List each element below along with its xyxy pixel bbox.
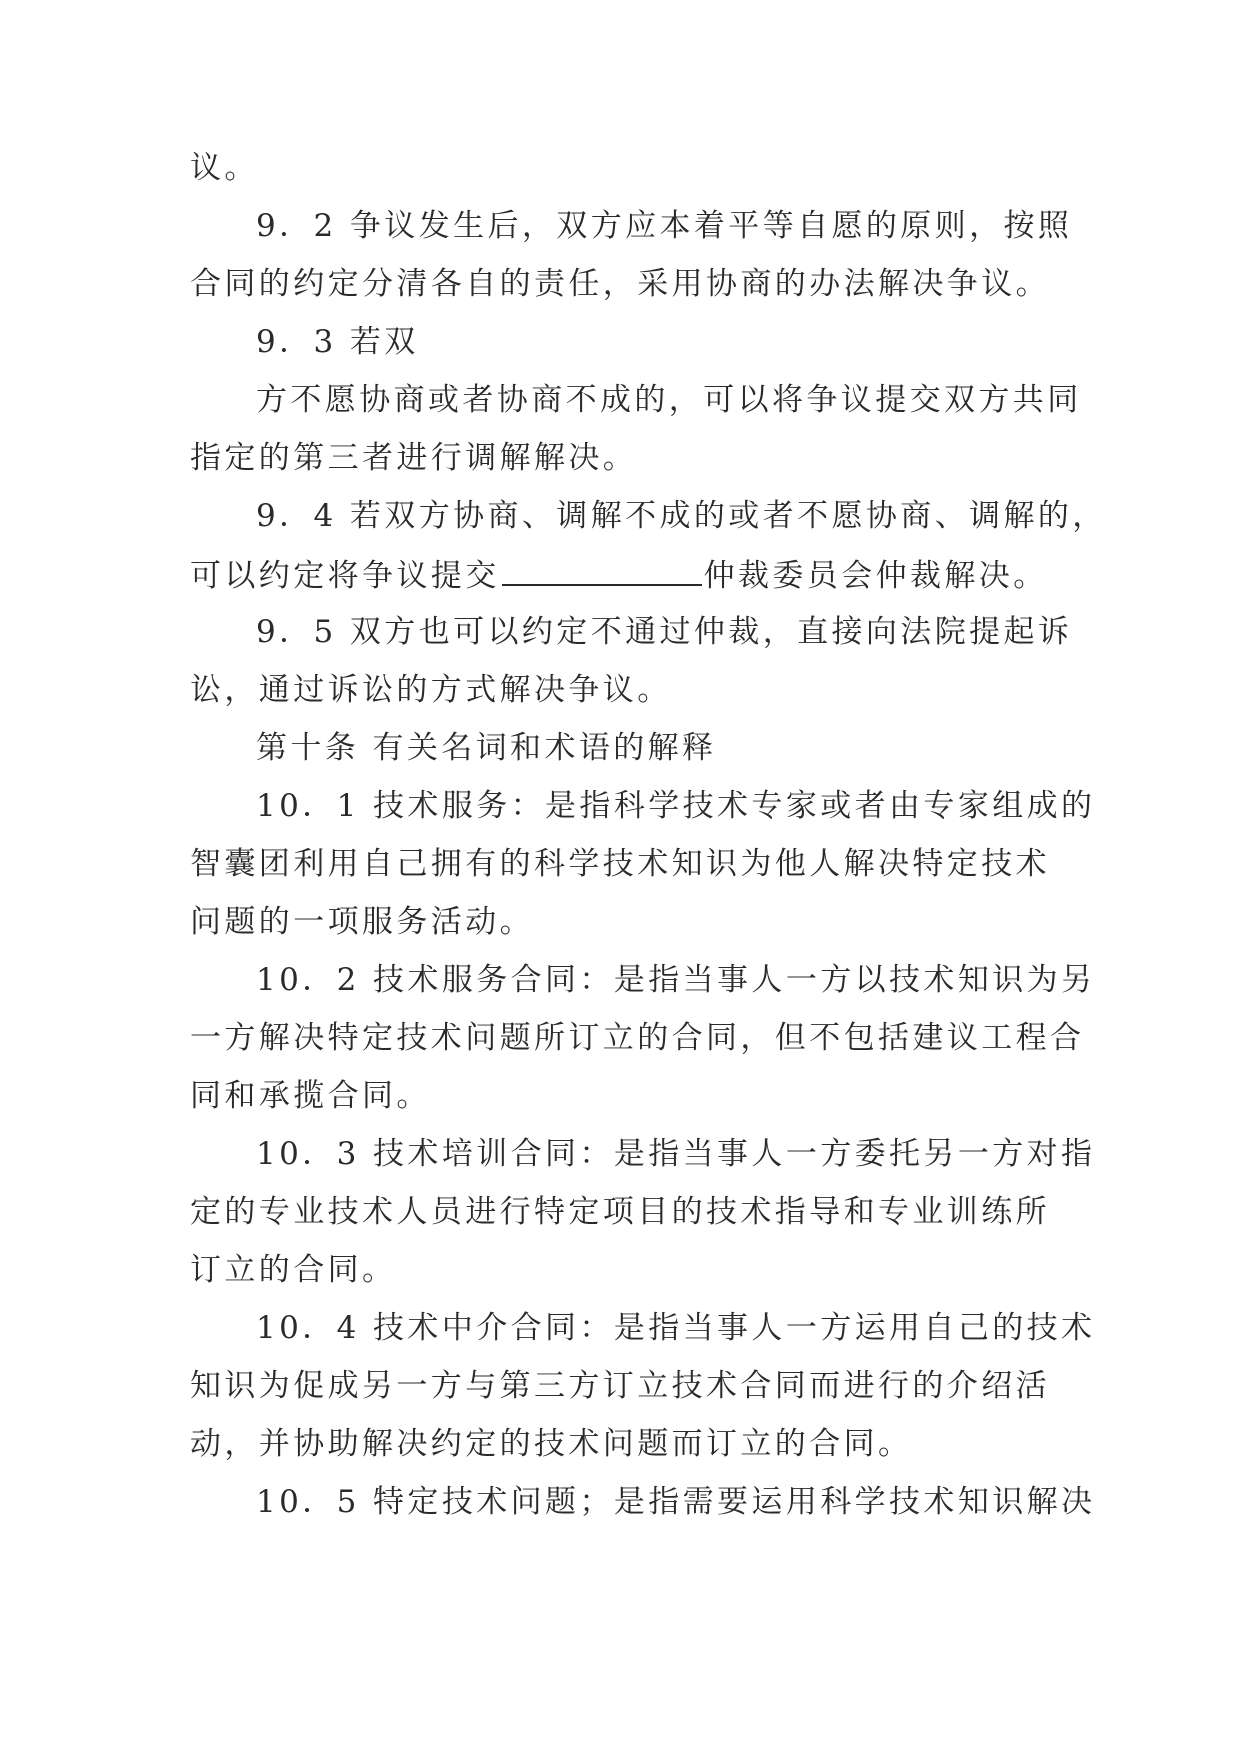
- clause-10-3: 10．3 技术培训合同：是指当事人一方委托另一方对指: [256, 1136, 1096, 1172]
- text-line: 订立的合同。: [190, 1252, 397, 1288]
- text-line: 议。: [190, 150, 259, 186]
- article-10-heading: 第十条 有关名词和术语的解释: [256, 730, 717, 766]
- text-segment: 可以约定将争议提交: [190, 558, 500, 594]
- text-line: 方不愿协商或者协商不成的，可以将争议提交双方共同: [256, 382, 1082, 418]
- clause-10-5: 10．5 特定技术问题；是指需要运用科学技术知识解决: [256, 1484, 1096, 1520]
- text-line: 指定的第三者进行调解解决。: [190, 440, 638, 476]
- text-line-with-blank: [190, 554, 1070, 596]
- text-line: 合同的约定分清各自的责任，采用协商的办法解决争议。: [190, 266, 1050, 302]
- clause-10-4: 10．4 技术中介合同：是指当事人一方运用自己的技术: [256, 1310, 1096, 1346]
- text-line: 定的专业技术人员进行特定项目的技术指导和专业训练所: [190, 1194, 1050, 1230]
- text-segment: 仲裁委员会仲裁解决。: [703, 558, 1048, 594]
- text-line: 动，并协助解决约定的技术问题而订立的合同。: [190, 1426, 913, 1462]
- fill-in-blank: [502, 554, 702, 586]
- text-line: 一方解决特定技术问题所订立的合同，但不包括建议工程合: [190, 1020, 1085, 1056]
- text-line: 智囊团利用自己拥有的科学技术知识为他人解决特定技术: [190, 846, 1050, 882]
- text-line: 知识为促成另一方与第三方订立技术合同而进行的介绍活: [190, 1368, 1050, 1404]
- clause-9-5: 9．5 双方也可以约定不通过仲裁，直接向法院提起诉: [256, 614, 1073, 650]
- clause-9-3: 9．3 若双: [256, 324, 419, 360]
- clause-10-1: 10．1 技术服务：是指科学技术专家或者由专家组成的: [256, 788, 1096, 824]
- clause-9-4: 9．4 若双方协商、调解不成的或者不愿协商、调解的，: [256, 498, 1107, 534]
- text-line: 同和承揽合同。: [190, 1078, 431, 1114]
- text-line: 问题的一项服务活动。: [190, 904, 534, 940]
- clause-10-2: 10．2 技术服务合同：是指当事人一方以技术知识为另: [256, 962, 1096, 998]
- clause-9-2: 9．2 争议发生后，双方应本着平等自愿的原则，按照: [256, 208, 1073, 244]
- text-line: 讼，通过诉讼的方式解决争议。: [190, 672, 672, 708]
